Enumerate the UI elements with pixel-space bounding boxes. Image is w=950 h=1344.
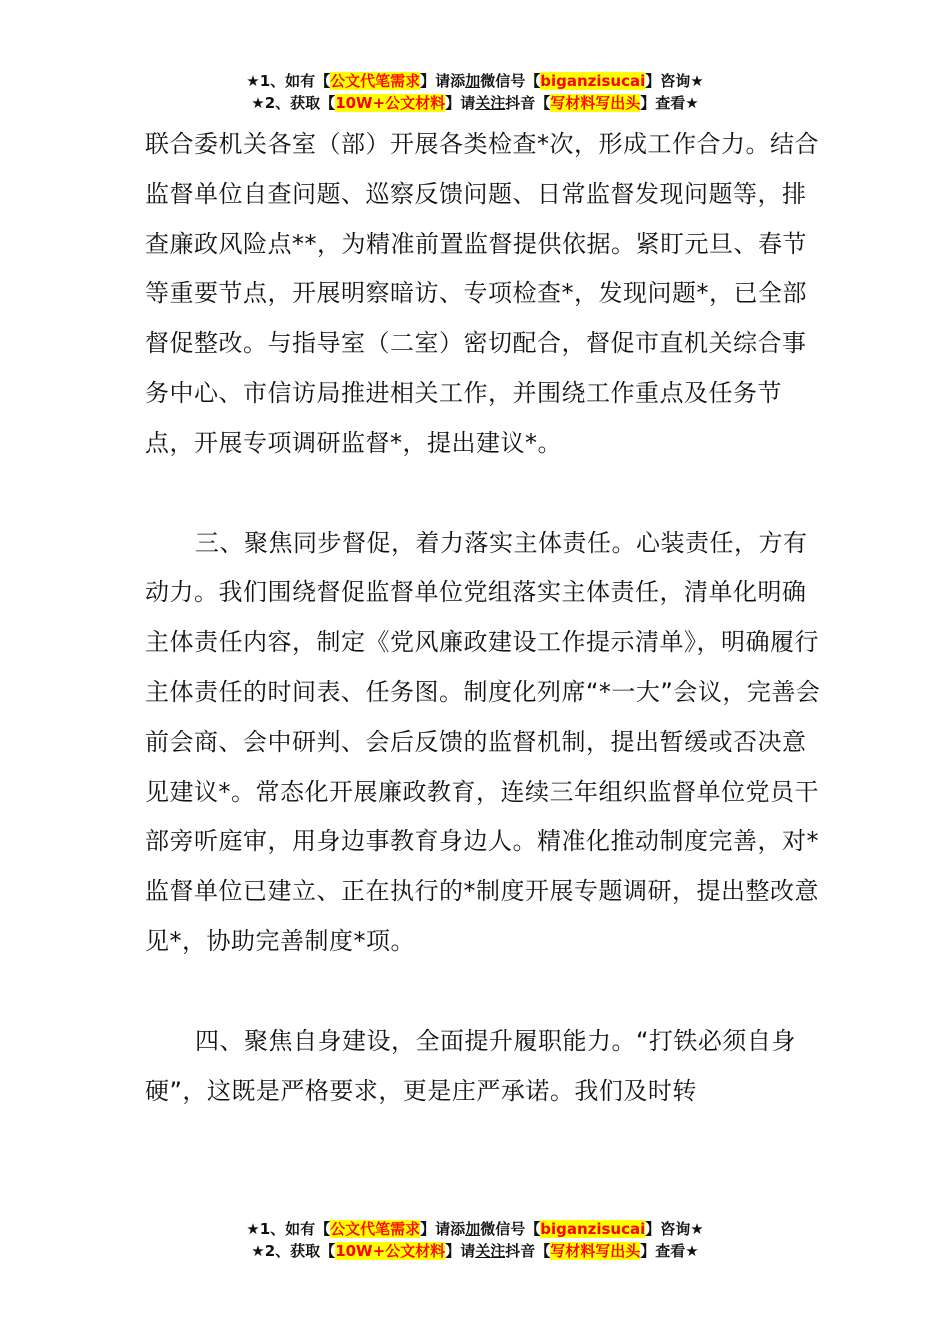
banner-text: 抖音【 xyxy=(505,94,551,112)
banner-emphasis: 加 xyxy=(465,72,481,90)
banner-text: ★2、获取【 xyxy=(251,1242,336,1260)
banner-text: 】咨询★ xyxy=(645,1220,704,1238)
header-banner xyxy=(0,70,950,114)
banner-text: 】查看★ xyxy=(640,94,699,112)
banner-emphasis: 关注 xyxy=(475,94,506,112)
paragraph: 联合委机关各室（部）开展各类检查*次，形成工作合力。结合监督单位自查问题、巡察反馈问题、日常监督发现问题等，排查廉政风险点**，为精准前置监督提供依据。紧盯元旦、春节等重要节点，开展明察暗访、专项检查*，发现问题*，已全部督促整改。与指导室（二室）密切配合，督促市直机关综合事务中心、市信访局推进相关工作，并围绕工作重点及任务节点，开展专项调研监督*，提出建议*。 xyxy=(145,130,819,457)
document-body xyxy=(145,120,825,1116)
banner-highlight: 写材料写出头 xyxy=(550,1242,641,1260)
banner-text: 微信号【 xyxy=(480,1220,541,1238)
banner-text: ★1、如有【 xyxy=(246,1220,331,1238)
banner-highlight: 写材料写出头 xyxy=(550,94,641,112)
paragraph: 三、聚焦同步督促，着力落实主体责任。心装责任，方有动力。我们围绕督促监督单位党组落实主体责任，清单化明确主体责任内容，制定《党风廉政建设工作提示清单》，明确履行主体责任的时间表、任务图。制度化列席“*一大”会议，完善会前会商、会中研判、会后反馈的监督机制，提出暂缓或否决意见建议*。常态化开展廉政教育，连续三年组织监督单位党员干部旁听庭审，用身边事教育身边人。精准化推动制度完善，对*监督单位已建立、正在执行的*制度开展专题调研，提出整改意见*，协助完善制度*项。 xyxy=(145,528,821,955)
banner-text: 】请添 xyxy=(420,72,466,90)
banner-line-1 xyxy=(0,70,950,92)
banner-highlight: biganzisucai xyxy=(540,1220,646,1238)
banner-highlight: 公文代笔需求 xyxy=(330,1220,421,1238)
banner-text: 】咨询★ xyxy=(645,72,704,90)
banner-text: 】查看★ xyxy=(640,1242,699,1260)
paragraph-gap xyxy=(145,967,825,1017)
banner-text: ★1、如有【 xyxy=(246,72,331,90)
banner-highlight: biganzisucai xyxy=(540,72,646,90)
banner-highlight: 10W+公文材料 xyxy=(335,94,446,112)
banner-text: 微信号【 xyxy=(480,72,541,90)
banner-text: 】请 xyxy=(445,94,476,112)
banner-emphasis: 关注 xyxy=(475,1242,506,1260)
banner-text: 】请添 xyxy=(420,1220,466,1238)
footer-banner xyxy=(0,1218,950,1262)
banner-highlight: 公文代笔需求 xyxy=(330,72,421,90)
paragraph: 四、聚焦自身建设，全面提升履职能力。“打铁必须自身硬”，这既是严格要求，更是庄严承诺。我们及时转 xyxy=(145,1026,796,1105)
banner-line-2 xyxy=(0,92,950,114)
banner-highlight: 10W+公文材料 xyxy=(335,1242,446,1260)
banner-text: ★2、获取【 xyxy=(251,94,336,112)
paragraph-gap xyxy=(145,469,825,519)
banner-line-1 xyxy=(0,1218,950,1240)
banner-text: 抖音【 xyxy=(505,1242,551,1260)
banner-emphasis: 加 xyxy=(465,1220,481,1238)
banner-line-2 xyxy=(0,1240,950,1262)
banner-text: 】请 xyxy=(445,1242,476,1260)
